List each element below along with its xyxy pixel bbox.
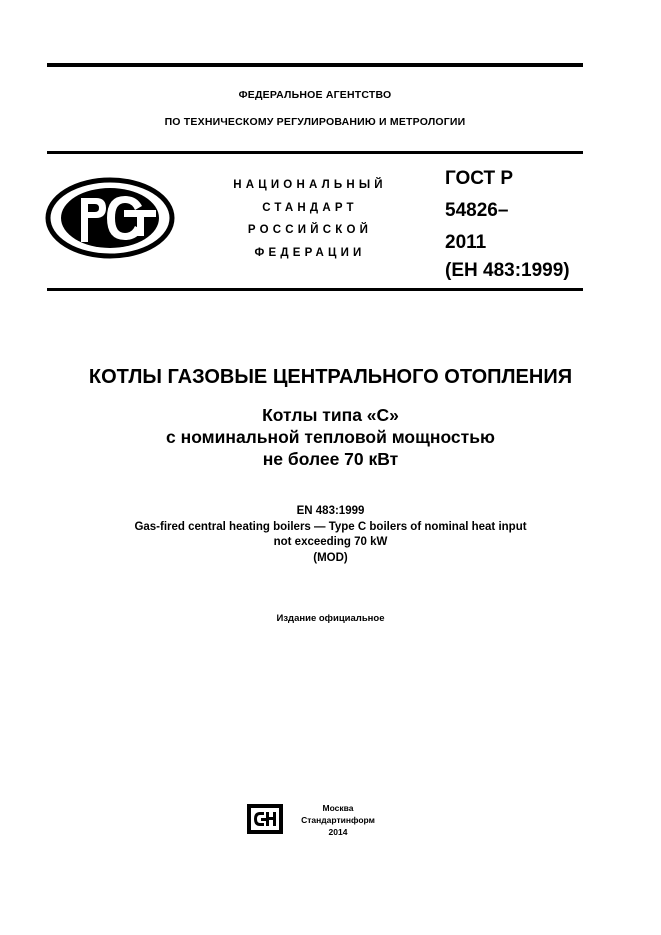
standard-block-bottom-rule: [47, 288, 583, 291]
gost-line-3: 2011: [445, 232, 487, 253]
standard-block-top-rule: [47, 151, 583, 154]
gost-line-1: ГОСТ Р: [445, 168, 514, 189]
national-line-4: ФЕДЕРАЦИИ: [254, 246, 366, 259]
publisher-name: Стандартинформ: [301, 815, 375, 825]
gost-designation: [445, 165, 595, 285]
en-line-4: (MOD): [313, 551, 348, 564]
publisher-block: [292, 802, 384, 838]
en-reference: [0, 504, 661, 566]
national-line-3: РОССИЙСКОЙ: [247, 224, 373, 236]
publisher-year: 2014: [328, 827, 348, 837]
publisher-city: Москва: [322, 803, 354, 813]
rst-logo-icon: [44, 176, 176, 260]
en-line-2: Gas-fired central heating boilers — Type C boilers of nominal heat input: [134, 520, 527, 533]
standartinform-logo-icon: [246, 803, 284, 835]
national-standard-label: [205, 174, 415, 264]
subtitle-line-3: не более 70 кВт: [262, 449, 399, 469]
edition-label: Издание официальное: [276, 613, 385, 624]
subtitle-line-2: с номинальной тепловой мощностью: [166, 427, 495, 447]
document-subtitle: [0, 404, 661, 470]
agency-line-2: ПО ТЕХНИЧЕСКОМУ РЕГУЛИРОВАНИЮ И МЕТРОЛОГИИ: [164, 116, 466, 128]
en-line-1: EN 483:1999: [296, 505, 365, 517]
document-title: КОТЛЫ ГАЗОВЫЕ ЦЕНТРАЛЬНОГО ОТОПЛЕНИЯ: [88, 366, 573, 388]
national-line-1: НАЦИОНАЛЬНЫЙ: [233, 179, 387, 191]
gost-line-4: (ЕН 483:1999): [445, 260, 570, 281]
gost-line-2: 54826–: [445, 200, 509, 221]
en-line-3: not exceeding 70 kW: [273, 536, 388, 548]
national-line-2: СТАНДАРТ: [262, 201, 358, 214]
subtitle-line-1: Котлы типа «С»: [262, 405, 399, 425]
top-rule: [47, 63, 583, 67]
agency-line-1: ФЕДЕРАЛЬНОЕ АГЕНТСТВО: [238, 89, 392, 101]
